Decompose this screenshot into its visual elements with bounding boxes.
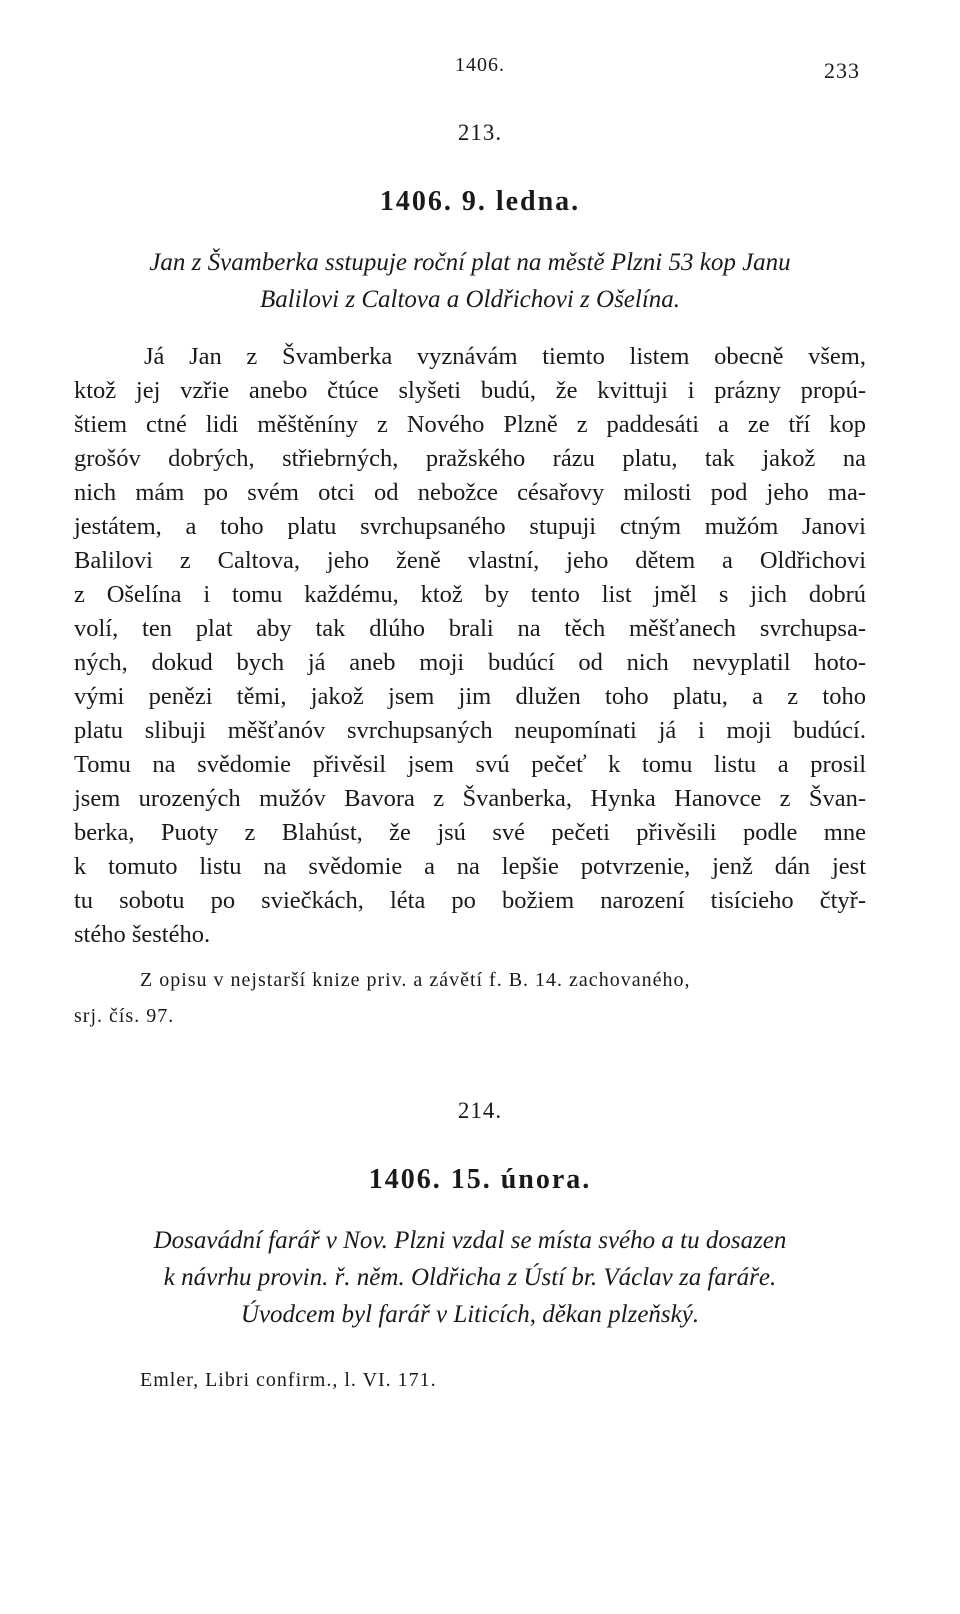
body-line: berka, Puoty z Blahúst, že jsú své pečeti přivěsili podle mne — [74, 819, 866, 846]
document-regest — [74, 1222, 866, 1333]
document-number: 213. — [457, 120, 503, 145]
body-line: z Ošelína i tomu každému, ktož by tento list jměl s jich dobrú — [74, 581, 866, 608]
body-line: jestátem, a toho platu svrchupsaného stupuji ctným mužóm Janovi — [74, 513, 866, 540]
body-line: nich mám po svém otci od nebožce césařovy milosti pod jeho ma- — [74, 479, 866, 506]
body-line: Já Jan z Švamberka vyznávám tiemto listem obecně všem, — [144, 343, 866, 370]
regest-line: Jan z Švamberka sstupuje roční plat na městě Plzni 53 kop Janu — [149, 249, 791, 276]
body-line: platu slibuji měšťanóv svrchupsaných neupomínati já i moji budúcí. — [74, 717, 866, 744]
document-regest — [74, 244, 866, 318]
body-line: Tomu na svědomie přivěsil jsem svú pečeť k tomu listu a prosil — [74, 751, 866, 778]
body-line: k tomuto listu na svědomie a na lepšie potvrzenie, jenž dán jest — [74, 853, 866, 880]
document-body — [74, 340, 866, 952]
body-line: vými penězi těmi, jakož jsem jim dlužen toho platu, a z toho — [74, 683, 866, 710]
body-line: ných, dokud bych já aneb moji budúcí od nich nevyplatil hoto- — [74, 649, 866, 676]
body-line: volí, ten plat aby tak dlúho brali na těch měšťanech svrchupsa- — [74, 615, 866, 642]
document-date: 1406. 9. ledna. — [379, 186, 581, 217]
document-number: 214. — [457, 1098, 503, 1123]
source-line: Z opisu v nejstarší knize priv. a závětí f. B. 14. zachovaného, — [140, 969, 691, 991]
source-note — [74, 962, 866, 1034]
regest-line: Úvodcem byl farář v Liticích, děkan plzeňský. — [240, 1301, 700, 1328]
regest-line: Balilovi z Caltova a Oldřichovi z Ošelína. — [259, 286, 681, 313]
body-line: stého šestého. — [74, 921, 211, 948]
source-note — [74, 1362, 866, 1398]
source-line: Emler, Libri confirm., l. VI. 171. — [140, 1369, 437, 1391]
document-date: 1406. 15. února. — [368, 1164, 592, 1195]
body-line: grošóv dobrých, střiebrných, pražského rázu platu, tak jakož na — [74, 445, 866, 472]
body-line: tu sobotu po sviečkách, léta po božiem narození tisícieho čtyř- — [74, 887, 866, 914]
body-line: jsem urozených mužóv Bavora z Švanberka, Hynka Hanovce z Švan- — [74, 785, 866, 812]
source-line: srj. čís. 97. — [74, 1005, 175, 1027]
body-line: štiem ctné lidi měštěníny z Nového Plzně z paddesáti a ze tří kop — [74, 411, 866, 438]
regest-line: k návrhu provin. ř. něm. Oldřicha z Ústí br. Václav za faráře. — [163, 1264, 777, 1291]
page-number: 233 — [824, 58, 860, 83]
running-header-year: 1406. — [455, 54, 505, 76]
regest-line: Dosavádní farář v Nov. Plzni vzdal se místa svého a tu dosazen — [153, 1227, 787, 1254]
body-line: ktož jej vzřie anebo čtúce slyšeti budú, že kvittuji i prázny propú- — [74, 377, 866, 404]
body-line: Balilovi z Caltova, jeho ženě vlastní, jeho dětem a Oldřichovi — [74, 547, 866, 574]
